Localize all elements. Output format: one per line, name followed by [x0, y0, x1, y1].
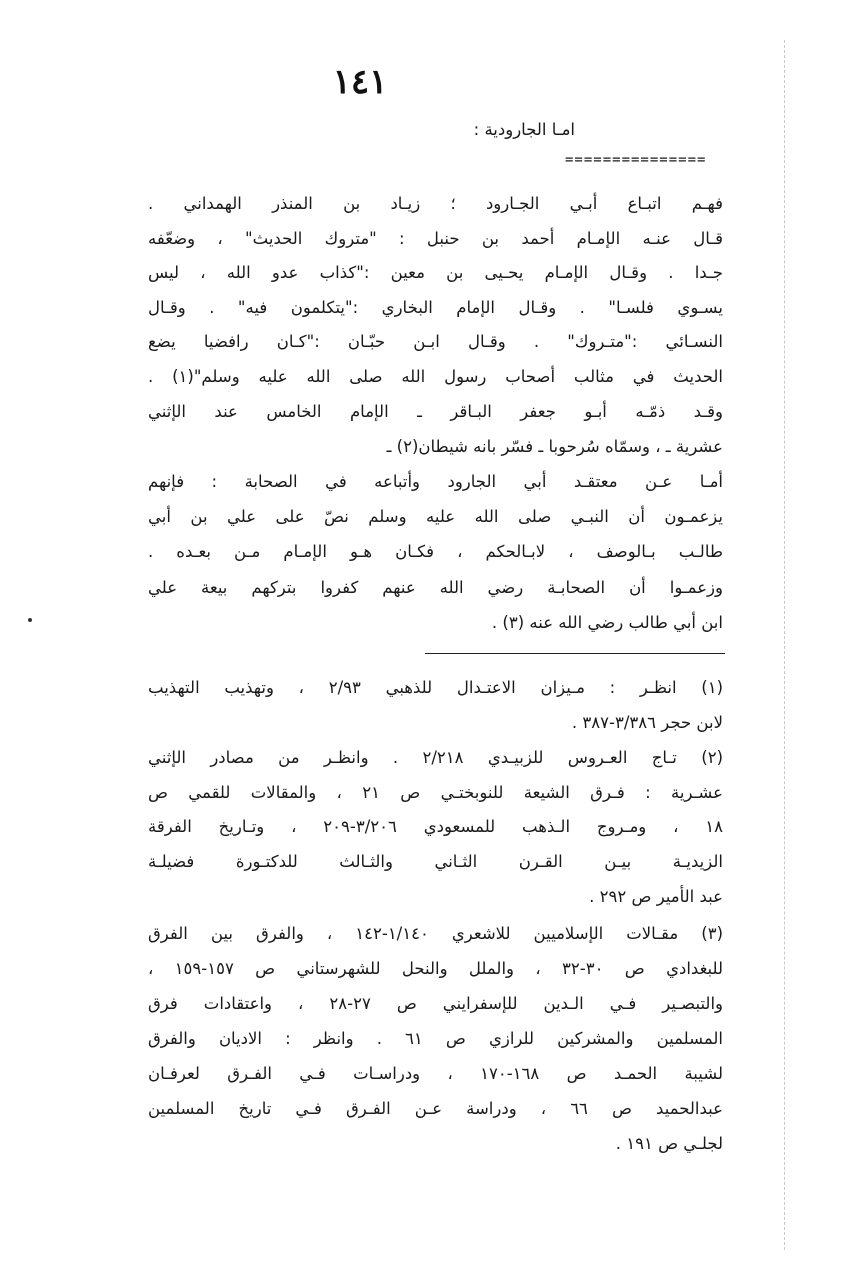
- body-line: النسـائي :"متـروك" . وقـال ابـن حبّـان :"كـان رافضيا يضع: [148, 332, 723, 351]
- body-line: وزعمـوا أن الصحابـة رضي الله عنهم كفروا بتركهم بيعة علي: [148, 578, 723, 597]
- body-line: عشرية ـ ، وسمّاه سُرحوبا ـ فسّر بانه شيطان(٢) ـ: [386, 437, 723, 456]
- body-line: يسـوي فلسـا" . وقـال الإمام البخاري :"يتكلمون فيه" . وقـال: [148, 298, 723, 317]
- footnote-line: (٣) مقـالات الإسلاميين للاشعري ١/١٤٠-١٤٢ ، والفرق بين الفرق: [148, 924, 723, 943]
- page-edge-marks: [783, 40, 785, 1250]
- heading-underline: ===============: [565, 152, 707, 168]
- footnote-line: للبغدادي ص ٣٠-٣٢ ، والملل والنحل للشهرستاني ص ١٥٧-١٥٩ ،: [148, 959, 724, 978]
- margin-dot: [28, 618, 32, 622]
- footnote-line: (٢) تـاج العـروس للزبيـدي ٢/٢١٨ . وانظـر من مصادر الإثني: [148, 748, 723, 767]
- body-line: يزعمـون أن النبـي صلى الله عليه وسلم نصّ على علي بن أبي: [148, 507, 723, 526]
- footnote-line: (١) انظـر : مـيزان الاعتـدال للذهبي ٢/٩٣ ، وتهذيب التهذيب: [148, 678, 723, 697]
- footnote-line: والتبصـير فـي الـدين للإسفرايني ص ٢٧-٢٨ ، واعتقادات فرق: [148, 994, 724, 1013]
- footnote-line: لابن حجر ٣/٣٨٦-٣٨٧ .: [571, 713, 723, 732]
- footnote-line: لجلـي ص ١٩١ .: [615, 1134, 723, 1153]
- footnote-line: عشـرية : فـرق الشيعة للنوبختـي ص ٢١ ، والمقالات للقمي ص: [148, 783, 723, 802]
- page-number: ١٤١: [332, 62, 388, 102]
- footnote-line: ١٨ ، ومـروج الـذهب للمسعودي ٣/٢٠٦-٢٠٩ ، وتـاريخ الفرقة: [148, 817, 723, 836]
- body-line: قـال عنـه الإمـام أحمد بن حنبل : "متروك الحديث" ، وضعّفه: [148, 229, 723, 248]
- body-line: وقـد ذمّـه أبـو جعفر البـاقر ـ الإمام الخامس عند الإثني: [148, 402, 723, 421]
- footnote-separator: [425, 653, 725, 654]
- body-line: ابن أبي طالب رضي الله عنه (٣) .: [491, 613, 723, 632]
- body-line: طالـب بـالوصف ، لابـالحكم ، فكـان هـو الإمـام مـن بعـده .: [148, 542, 723, 561]
- section-heading: امـا الجارودية :: [473, 120, 575, 139]
- footnote-line: المسلمين والمشركين للرازي ص ٦١ . وانظر : الاديان والفرق: [148, 1029, 723, 1048]
- footnote-line: عبدالحميد ص ٦٦ ، ودراسة عـن الفـرق فـي تاريخ المسلمين: [148, 1099, 723, 1118]
- body-line: جـدا . وقـال الإمـام يحـيى بن معين :"كذاب عدو الله ، ليس: [148, 263, 723, 282]
- body-line: الحديث في مثالب أصحاب رسول الله صلى الله عليه وسلم"(١) .: [148, 367, 723, 386]
- footnote-line: عبد الأمير ص ٢٩٢ .: [589, 887, 723, 906]
- footnote-line: لشيبة الحمـد ص ١٦٨-١٧٠ ، ودراسـات فـي الفـرق لعرفـان: [148, 1064, 723, 1083]
- body-line: فهـم اتبـاع أبـي الجـارود ؛ زيـاد بن المنذر الهمداني .: [148, 194, 723, 213]
- body-line: أمـا عـن معتقـد أبي الجارود وأتباعه في الصحابة : فإنهم: [148, 472, 723, 491]
- footnote-line: الزيديـة بيـن القـرن الثـاني والثـالث للدكتـورة فضيلـة: [148, 852, 723, 871]
